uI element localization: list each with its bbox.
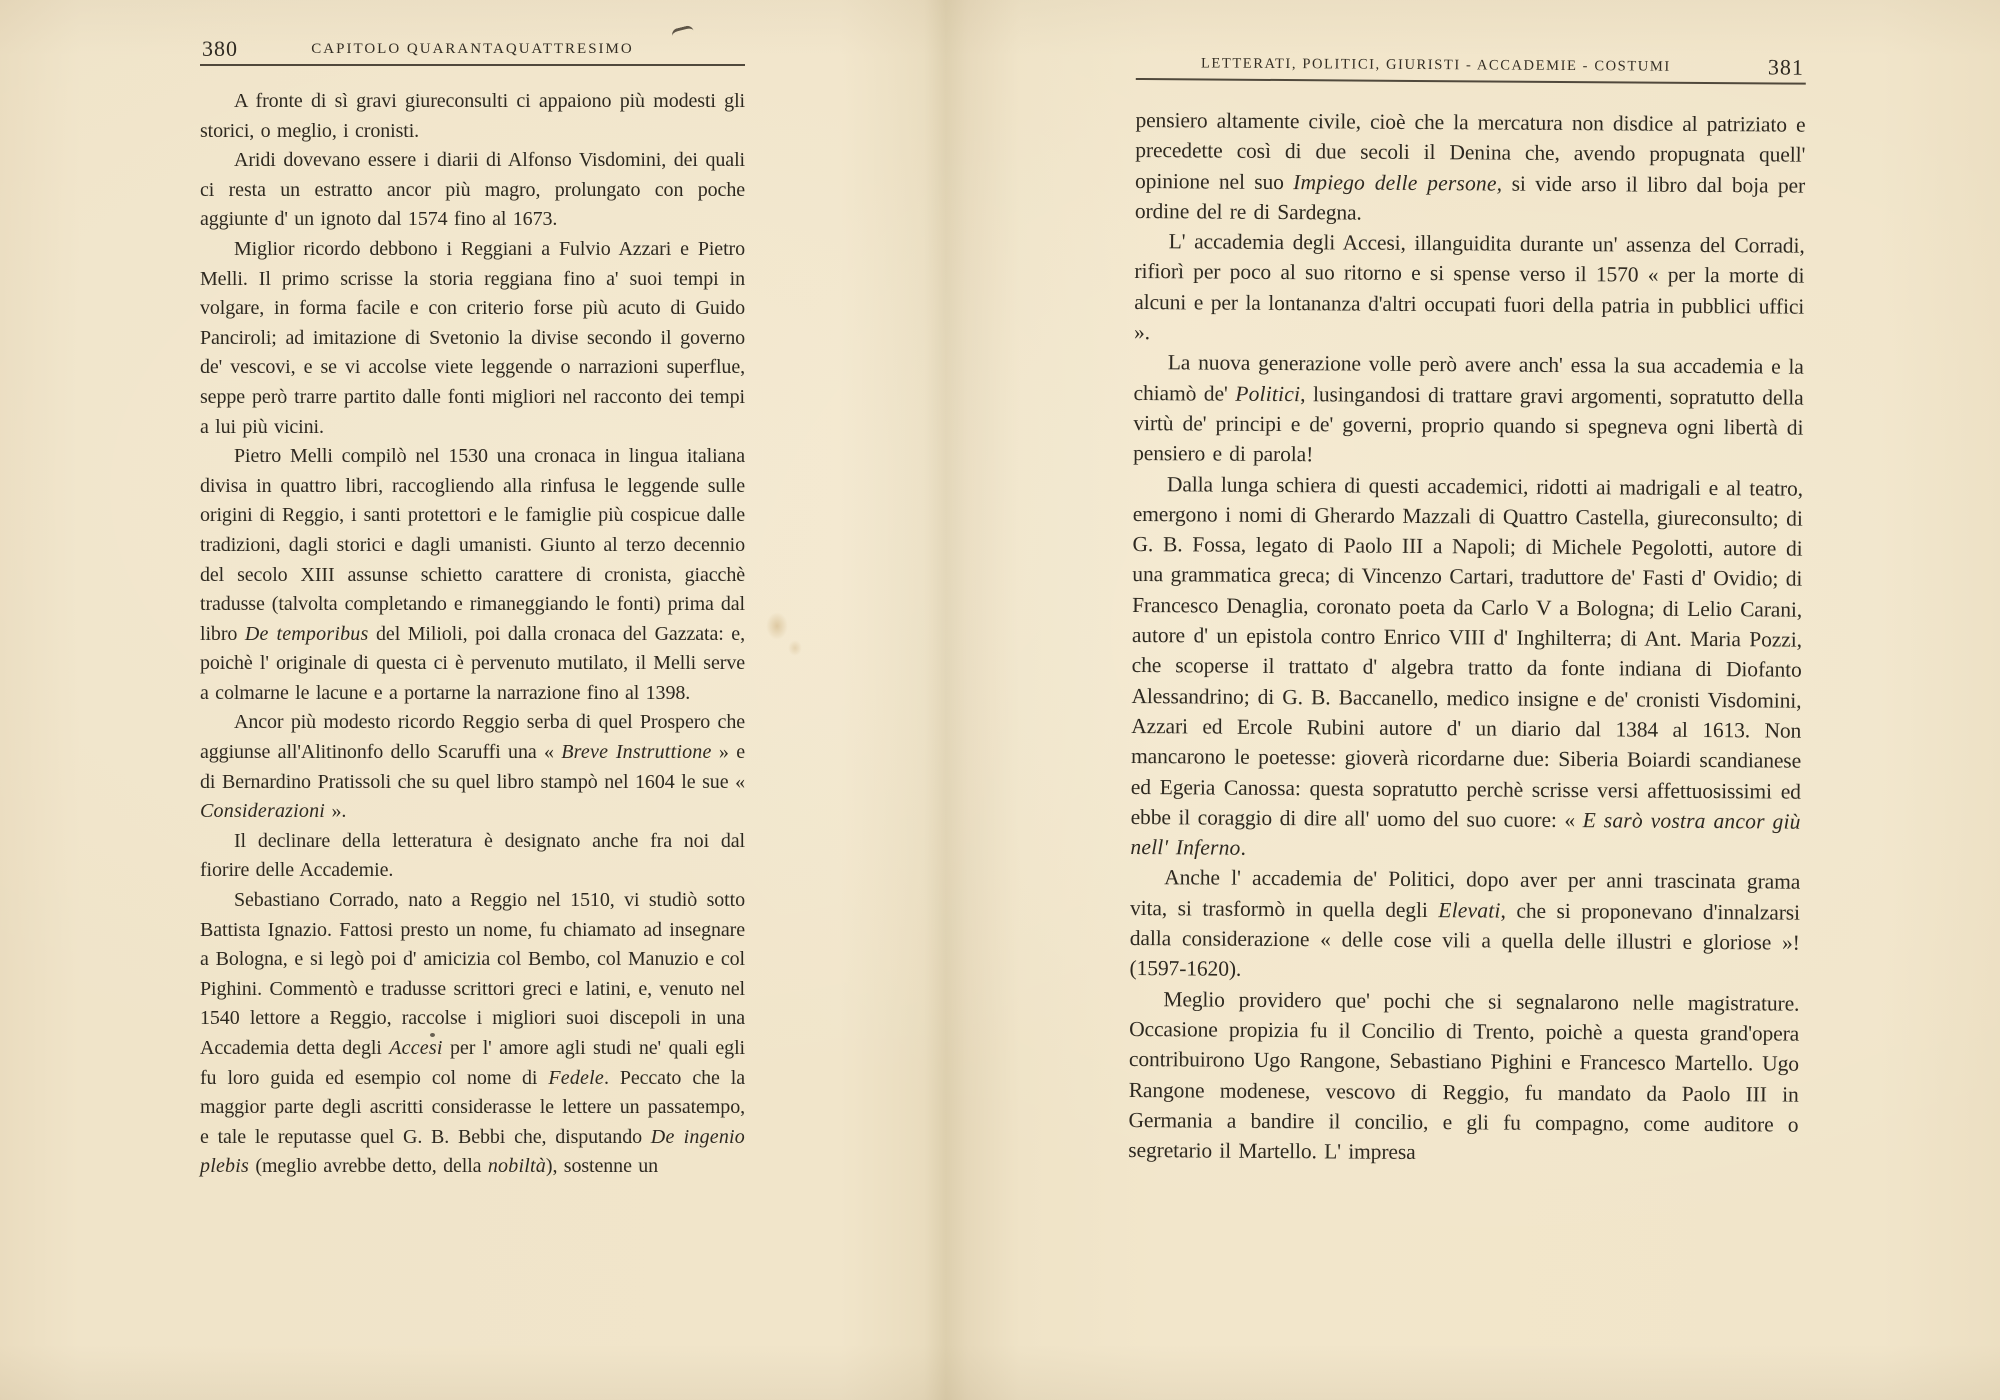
text-run: Anche l' accademia de' Politici, dopo aver per anni trascinata grama vita, si trasformò in quella degli <box>1129 865 1801 922</box>
right-page-header <box>1136 50 1806 85</box>
text-run: per l' amore agli studi ne' quali egli fu loro guida ed esempio col nome di <box>200 1037 745 1089</box>
paragraph <box>200 827 745 886</box>
text-run: Ancor più modesto ricordo Reggio serba di quel Prospero che aggiunse all'Alitinonfo dello Scaruffi una « <box>200 711 745 764</box>
right-page <box>1128 50 1806 1170</box>
text-run: Dalla lunga schiera di questi accademici, ridotti ai madrigali e al teatro, emergono i nomi di Gherardo Mazzali di Quattro Castella, giureconsulto; di G. B. Fossa, legato di Paolo III a Napoli; di Michele Pegolotti, autore di una grammatica greca; di Vincenzo Cartari, traduttore de' Fasti d' Ovidio; di Francesco Denaglia, coronato poeta da Carlo V a Bologna; di Lelio Carani, autore d' un epistola contro Enrico VIII d' Inghilterra; di Ant. Maria Pozzi, che scoperse il trattato d' algebra tratto da fonte indiana di Diofanto Alessandrino; di G. B. Baccanello, medico insigne e de' cronisti Visdomini, Azzari ed Ercole Rubini autore d' un diario dal 1384 al 1613. Non mancarono le poetesse: gioverà ricordarne due: Siberia Boiardi scandianese ed Egeria Canossa: questa sopratutto perchè scrisse versi affettuosissimi ed ebbe il coraggio di dire all' uomo del suo cuore: « <box>1130 471 1804 832</box>
paragraph <box>200 708 745 826</box>
italic-text-run: Fedele <box>548 1066 604 1089</box>
right-page-body <box>1128 105 1805 1170</box>
text-run: ), sostenne un <box>545 1155 659 1178</box>
italic-text-run: Elevati <box>1438 897 1501 923</box>
italic-text-run: E sarò vostra ancor giù nell' Inferno <box>1130 807 1801 860</box>
paragraph <box>200 235 745 442</box>
text-run: del Milioli, poi dalla cronaca del Gazzata: e, poichè l' originale di questa ci è pervenuto mutilato, il Melli serve a colmarne le lacune e a portarne la narrazione fino al 1398. <box>200 622 745 704</box>
paragraph <box>200 442 745 708</box>
paragraph <box>1134 226 1805 352</box>
text-run: , lusingandosi di trattare gravi argomenti, sopratutto della virtù de' principi e de' governi, proprio quando si spegneva ogni libertà di pensiero e di parola! <box>1133 381 1804 467</box>
left-page-header <box>200 36 745 66</box>
text-run: » e di Bernardino Pratissoli che su quel libro stampò nel 1604 le sue « <box>200 741 745 793</box>
text-run: A fronte di sì gravi giureconsulti ci appaiono più modesti gli storici, o meglio, i cronisti. <box>200 90 745 142</box>
text-run: ». <box>325 800 347 823</box>
italic-text-run: De ingenio plebis <box>200 1125 746 1178</box>
italic-text-run: De temporibus <box>244 622 369 645</box>
left-header-rule <box>200 64 745 66</box>
italic-text-run: Impiego delle persone, <box>1293 169 1503 196</box>
left-page-body <box>200 87 745 1182</box>
text-run: L' accademia degli Accesi, illanguidita durante un' assenza del Corradi, rifiorì per poco al suo ritorno e si spense verso il 1570 « per la morte di alcuni e per la lontananza d'altri occupati fuori della patria in pubblici uffici ». <box>1133 229 1805 345</box>
right-page-number: 381 <box>1767 54 1804 80</box>
text-run: La nuova generazione volle però avere anch' essa la sua accademia e la chiamò de' <box>1133 350 1804 406</box>
text-run: (meglio avrebbe detto, della <box>248 1155 488 1178</box>
left-page <box>200 36 745 1182</box>
text-run: . <box>1240 835 1246 860</box>
italic-text-run: Accesi <box>389 1037 443 1059</box>
text-run: Meglio providero que' pochi che si segnalarono nelle magistrature. Occasione propizia fu il Concilio di Trento, poichè a questa grand'opera contribuirono Ugo Rangone, Sebastiano Pighini e Francesco Martello. Ugo Rangone modenese, vescovo di Reggio, fu mandato da Paolo III in Germania a bandire il concilio, e gli fu compagno, come auditore o segretario il Martello. L' impresa <box>1128 986 1800 1165</box>
right-header-rule <box>1136 78 1806 85</box>
text-run: , che si proponevano d'innalzarsi dalla considerazione « delle cose vili a quella delle illustri e gloriose »! (1597-1620). <box>1129 898 1801 982</box>
paper-stain-small <box>788 640 802 656</box>
text-run: Miglior ricordo debbono i Reggiani a Fulvio Azzari e Pietro Melli. Il primo scrisse la storia reggiana fino a' suoi tempi in volgare, in forma facile e con criterio forse più acuto di Guido Panciroli; ad imitazione di Svetonio la divise secondo il governo de' vescovi, e se vi accolse viete leggende o narrazioni superflue, seppe però trarre partito dalle fonti migliori nel racconto dei tempi a lui più vicini. <box>200 237 745 438</box>
italic-text-run: Politici <box>1235 381 1301 406</box>
paragraph <box>1130 469 1803 868</box>
left-page-number: 380 <box>202 36 238 61</box>
text-run: Pietro Melli compilò nel 1530 una cronaca in lingua italiana divisa in quattro libri, raccogliendo alla rinfusa le leggende sulle origini di Reggio, i santi protettori e le famiglie più cospicue dalle tradizioni, dagli storici e dagli umanisti. Giunto al terzo decennio del secolo XIII assunse schietto carattere di cronista, giacchè tradusse (talvolta completando e rimaneggiando le fonti) prima dal libro <box>200 445 745 645</box>
text-run: . Peccato che la maggior parte degli ascritti considerasse le lettere un passatempo, e tale le reputasse quel G. B. Bebbi che, disputando <box>200 1066 745 1148</box>
text-run: Aridi dovevano essere i diarii di Alfonso Visdomini, dei quali ci resta un estratto ancor più magro, prolungato con poche aggiunte d' un ignoto dal 1574 fino al 1673. <box>200 149 745 231</box>
text-run: pensiero altamente civile, cioè che la mercatura non disdice al patriziato e precedette così di due secoli il Denina che, avendo propugnata quell' opinione nel suo <box>1135 107 1806 194</box>
italic-text-run: Breve Instruttione <box>561 741 712 764</box>
italic-text-run: Considerazioni <box>200 800 326 823</box>
paragraph <box>200 146 745 235</box>
left-running-title: CAPITOLO QUARANTAQUATTRESIMO <box>311 41 634 57</box>
ink-speck-dot <box>430 1033 435 1037</box>
text-run: Il declinare della letteratura è designato anche fra noi dal fiorire delle Accademie. <box>200 829 745 882</box>
paper-stain <box>766 612 788 640</box>
paragraph <box>200 886 745 1182</box>
paragraph <box>1128 984 1799 1170</box>
paragraph <box>1135 105 1806 231</box>
right-running-title: LETTERATI, POLITICI, GIURISTI - ACCADEMIE - COSTUMI <box>1200 55 1671 75</box>
paragraph <box>1133 347 1804 473</box>
text-run: Sebastiano Corrado, nato a Reggio nel 1510, vi studiò sotto Battista Ignazio. Fattosi presto un nome, fu chiamato ad insegnare a Bologna, e si legò poi d' amicizia col Bembo, col Manuzio e col Pighini. Commentò e tradusse scrittori greci e latini, e, venuto nel 1540 lettore a Reggio, raccolse i migliori suoi discepoli in una Accademia detta degli <box>200 889 745 1059</box>
paragraph <box>1129 862 1800 988</box>
text-run: si vide arso il libro dal boja per ordine del re di Sardegna. <box>1134 171 1806 225</box>
italic-text-run: nobiltà <box>487 1155 546 1178</box>
paragraph <box>200 87 745 146</box>
